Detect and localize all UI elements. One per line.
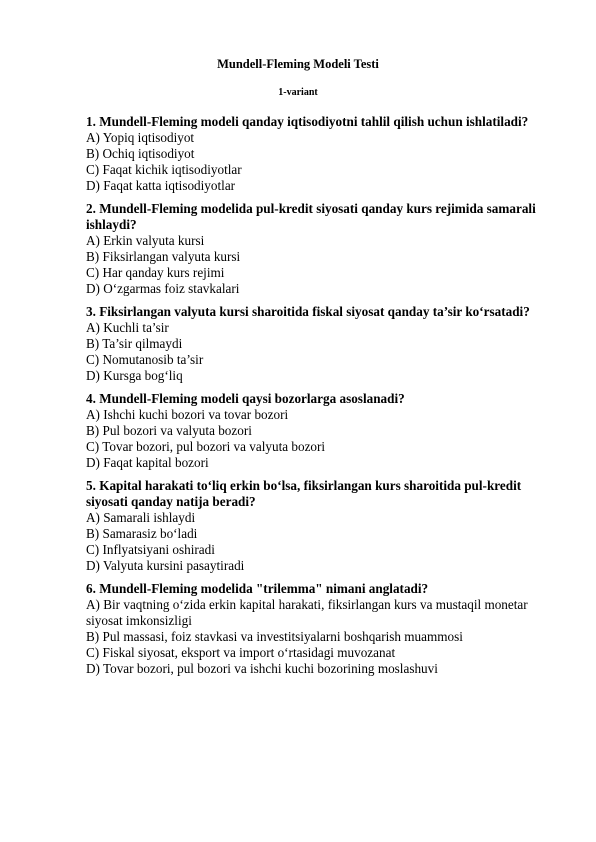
- question-text: 6. Mundell-Fleming modelida "trilemma" nimani anglatadi?: [86, 581, 429, 596]
- option-c: C) Nomutanosib ta’sir: [86, 352, 204, 367]
- option-c: C) Fiskal siyosat, eksport va import o‘rtasidagi muvozanat: [86, 645, 396, 660]
- option-b: B) Ta’sir qilmaydi: [86, 336, 183, 351]
- question-list: [86, 114, 556, 684]
- option-d: D) Faqat kapital bozori: [86, 455, 209, 470]
- option-b: B) Fiksirlangan valyuta kursi: [86, 249, 241, 264]
- question-text: 3. Fiksirlangan valyuta kursi sharoitida fiskal siyosat qanday ta’sir ko‘rsatadi?: [86, 304, 530, 319]
- option-a: A) Samarali ishlaydi: [86, 510, 196, 525]
- option-d: D) Tovar bozori, pul bozori va ishchi kuchi bozorining moslashuvi: [86, 661, 438, 676]
- question-6: [86, 581, 556, 677]
- option-b: B) Pul massasi, foiz stavkasi va investitsiyalarni boshqarish muammosi: [86, 629, 463, 644]
- question-4: [86, 391, 556, 471]
- question-text: 4. Mundell-Fleming modeli qaysi bozorlarga asoslanadi?: [86, 391, 405, 406]
- option-a: A) Kuchli ta’sir: [86, 320, 169, 335]
- option-b: B) Pul bozori va valyuta bozori: [86, 423, 252, 438]
- question-2: [86, 201, 556, 297]
- option-d: D) Faqat katta iqtisodiyotlar: [86, 178, 236, 193]
- document-title: Mundell-Fleming Modeli Testi: [217, 57, 379, 71]
- option-c: C) Faqat kichik iqtisodiyotlar: [86, 162, 242, 177]
- option-c: C) Har qanday kurs rejimi: [86, 265, 225, 280]
- variant-label: 1-variant: [278, 87, 318, 98]
- question-text: 5. Kapital harakati to‘liq erkin bo‘lsa, fiksirlangan kurs sharoitida pul-kredit siyosati qanday natija beradi?: [86, 478, 522, 509]
- question-text: 2. Mundell-Fleming modelida pul-kredit siyosati qanday kurs rejimida samarali ishlaydi?: [86, 201, 536, 232]
- option-a: A) Bir vaqtning o‘zida erkin kapital harakati, fiksirlangan kurs va mustaqil monetar siyosat imkonsizligi: [86, 597, 528, 628]
- option-a: A) Erkin valyuta kursi: [86, 233, 205, 248]
- option-a: A) Ishchi kuchi bozori va tovar bozori: [86, 407, 289, 422]
- option-d: D) Valyuta kursini pasaytiradi: [86, 558, 245, 573]
- question-3: [86, 304, 556, 384]
- question-1: [86, 114, 556, 194]
- option-d: D) O‘zgarmas foiz stavkalari: [86, 281, 240, 296]
- question-5: [86, 478, 556, 574]
- question-text: 1. Mundell-Fleming modeli qanday iqtisodiyotni tahlil qilish uchun ishlatiladi?: [86, 114, 529, 129]
- option-c: C) Tovar bozori, pul bozori va valyuta bozori: [86, 439, 326, 454]
- option-c: C) Inflyatsiyani oshiradi: [86, 542, 215, 557]
- option-d: D) Kursga bog‘liq: [86, 368, 183, 383]
- option-b: B) Samarasiz bo‘ladi: [86, 526, 198, 541]
- option-b: B) Ochiq iqtisodiyot: [86, 146, 195, 161]
- option-a: A) Yopiq iqtisodiyot: [86, 130, 195, 145]
